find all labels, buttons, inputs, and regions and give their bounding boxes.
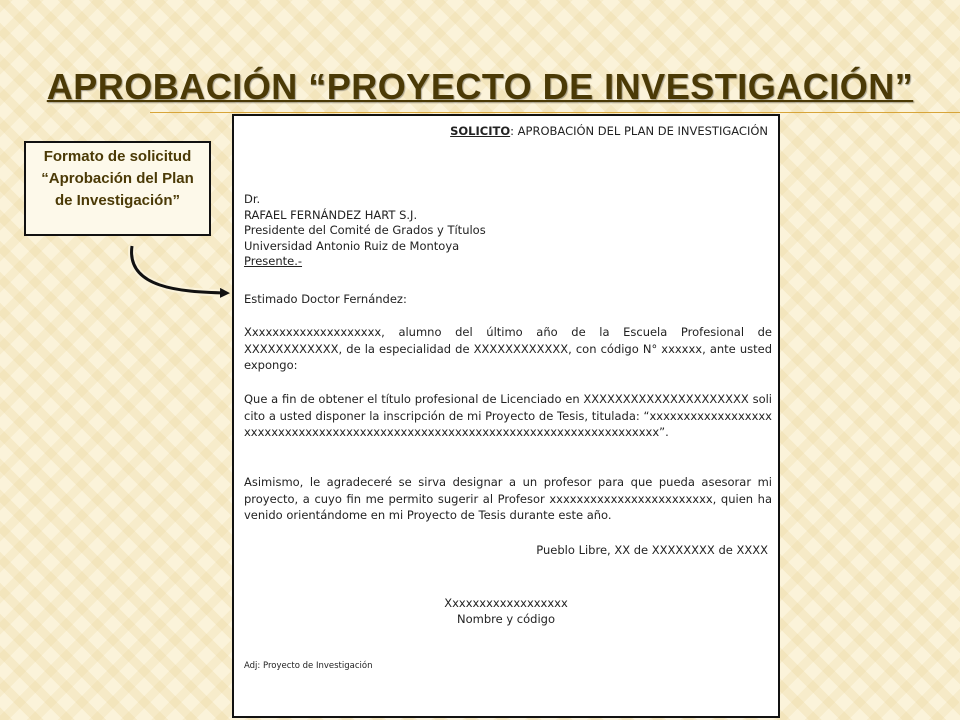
subject-label: SOLICITO	[450, 124, 511, 138]
recipient-institution: Universidad Antonio Ruiz de Montoya	[244, 238, 460, 253]
subject-text: : APROBACIÓN DEL PLAN DE INVESTIGACIÓN	[510, 124, 768, 138]
greeting: Estimado Doctor Fernández:	[244, 292, 407, 306]
recipient-presente: Presente.-	[244, 254, 303, 268]
body-paragraph-1: Xxxxxxxxxxxxxxxxxxxx, alumno del último año de la Escuela Profesional de XXXXXXXXXXXX, de la especialidad de XXXXXXXXXXXX, con código N° xxxxxx, ante usted expongo:	[244, 325, 772, 372]
recipient-title: Dr.	[244, 192, 261, 206]
body-paragraph-2: Que a fin de obtener el título profesional de Licenciado en XXXXXXXXXXXXXXXXXXXXX solicito a usted disponer la inscripción de mi Proyecto de Tesis, titulada: “xxxxxxxxxxxxxxxxxxxxxxxxxxxxxxxxxxxxxxxxxxxxxxxxxxxxxxxxxxxxxxxxxxxxxxxxxxxxxxx”.	[244, 392, 772, 439]
signature-name: Xxxxxxxxxxxxxxxxxx	[444, 596, 568, 610]
signature-block	[234, 596, 778, 627]
recipient-name: RAFAEL FERNÁNDEZ HART S.J.	[244, 207, 418, 222]
callout-line-1: Formato de solicitud	[43, 148, 192, 165]
slide-title: APROBACIÓN “PROYECTO DE INVESTIGACIÓN”	[46, 66, 914, 107]
body-paragraph-3: Asimismo, le agradeceré se sirva designar a un profesor para que pueda asesorar mi proyecto, a cuyo fin me permito sugerir al Profesor xxxxxxxxxxxxxxxxxxxxxxxx, quien ha venido orientándome en mi Proyecto de Tesis durante este año.	[244, 475, 772, 522]
solicitation-document	[232, 114, 780, 718]
callout-line-2: “Aprobación del Plan	[41, 170, 194, 187]
title-divider	[150, 112, 960, 113]
curved-arrow-icon	[0, 0, 260, 320]
subject-line	[450, 124, 768, 138]
callout-line-3: de Investigación”	[54, 192, 181, 209]
dateline: Pueblo Libre, XX de XXXXXXXX de XXXX	[536, 543, 768, 557]
signature-caption: Nombre y código	[457, 611, 555, 626]
attachment-note: Adj: Proyecto de Investigación	[244, 661, 373, 671]
recipient-block	[244, 192, 486, 270]
recipient-position: Presidente del Comité de Grados y Títulos	[244, 223, 486, 237]
